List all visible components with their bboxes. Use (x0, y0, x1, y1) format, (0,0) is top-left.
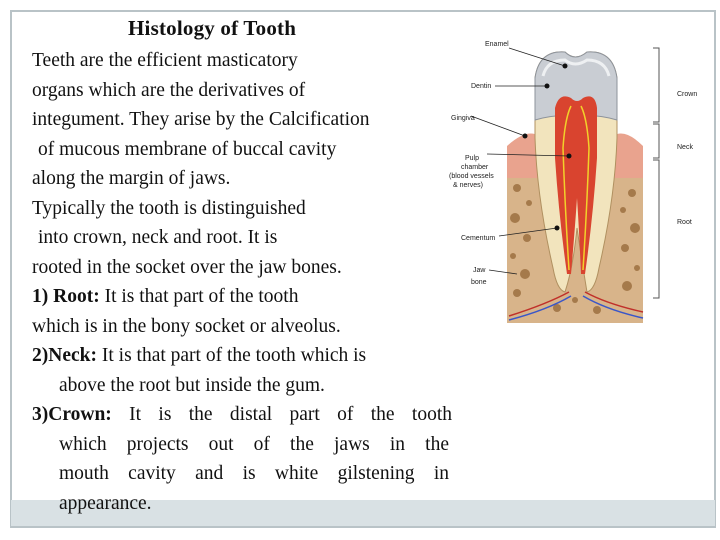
paragraph-line: integument. They arise by the Calcification (32, 109, 370, 130)
paragraph-line: organs which are the derivatives of (32, 79, 306, 101)
point-text: It is the distal part of the tooth (111, 404, 452, 425)
paragraph-line: along the margin of jaws. (32, 168, 231, 189)
tooth-diagram (447, 28, 712, 328)
paragraph-line: into crown, neck and root. It is (38, 227, 278, 248)
section-brackets (653, 48, 659, 298)
point-crown (32, 400, 452, 430)
point-term: 1) Root: (32, 286, 100, 307)
label-pulp: & nerves) (453, 182, 483, 189)
point-crown-line: appearance. (59, 492, 152, 514)
label-jaw-bone: Jaw (473, 267, 486, 274)
page-title: Histology of Tooth (128, 16, 297, 40)
point-crown-line: mouth cavity and is white gilstening in (59, 463, 449, 484)
label-gingiva: Gingiva (451, 115, 475, 122)
point-term: 3)Crown: (32, 404, 112, 425)
paragraph-line: Typically the tooth is distinguished (32, 197, 306, 219)
point-neck (32, 341, 452, 371)
paragraph-line: of mucous membrane of buccal cavity (38, 138, 337, 160)
label-crown: Crown (677, 91, 698, 98)
label-pulp: chamber (461, 164, 489, 171)
label-pulp: Pulp (465, 155, 480, 162)
gum-left (507, 134, 539, 178)
point-root (32, 282, 452, 312)
paragraph-line: Teeth are the efficient masticatory (32, 50, 298, 71)
point-crown-line: which projects out of the jaws in the (59, 433, 449, 455)
label-cementum: Cementum (461, 235, 496, 242)
label-dentin: Dentin (471, 83, 492, 90)
label-pulp: (blood vessels (449, 173, 494, 180)
point-neck-cont: above the root but inside the gum. (59, 374, 325, 396)
point-text: It is that part of the tooth (99, 286, 299, 307)
label-enamel: Enamel (485, 41, 509, 48)
point-root-cont: which is in the bony socket or alveolus. (32, 315, 341, 337)
label-root: Root (677, 219, 692, 226)
point-text: It is that part of the tooth which is (96, 345, 367, 366)
label-neck: Neck (677, 144, 693, 151)
point-term: 2)Neck: (32, 345, 97, 366)
text-body (32, 46, 452, 518)
gum-right (613, 134, 643, 178)
paragraph-line: rooted in the socket over the jaw bones. (32, 256, 342, 278)
point-crown-cont (32, 430, 452, 519)
label-jaw-bone: bone (471, 279, 487, 286)
